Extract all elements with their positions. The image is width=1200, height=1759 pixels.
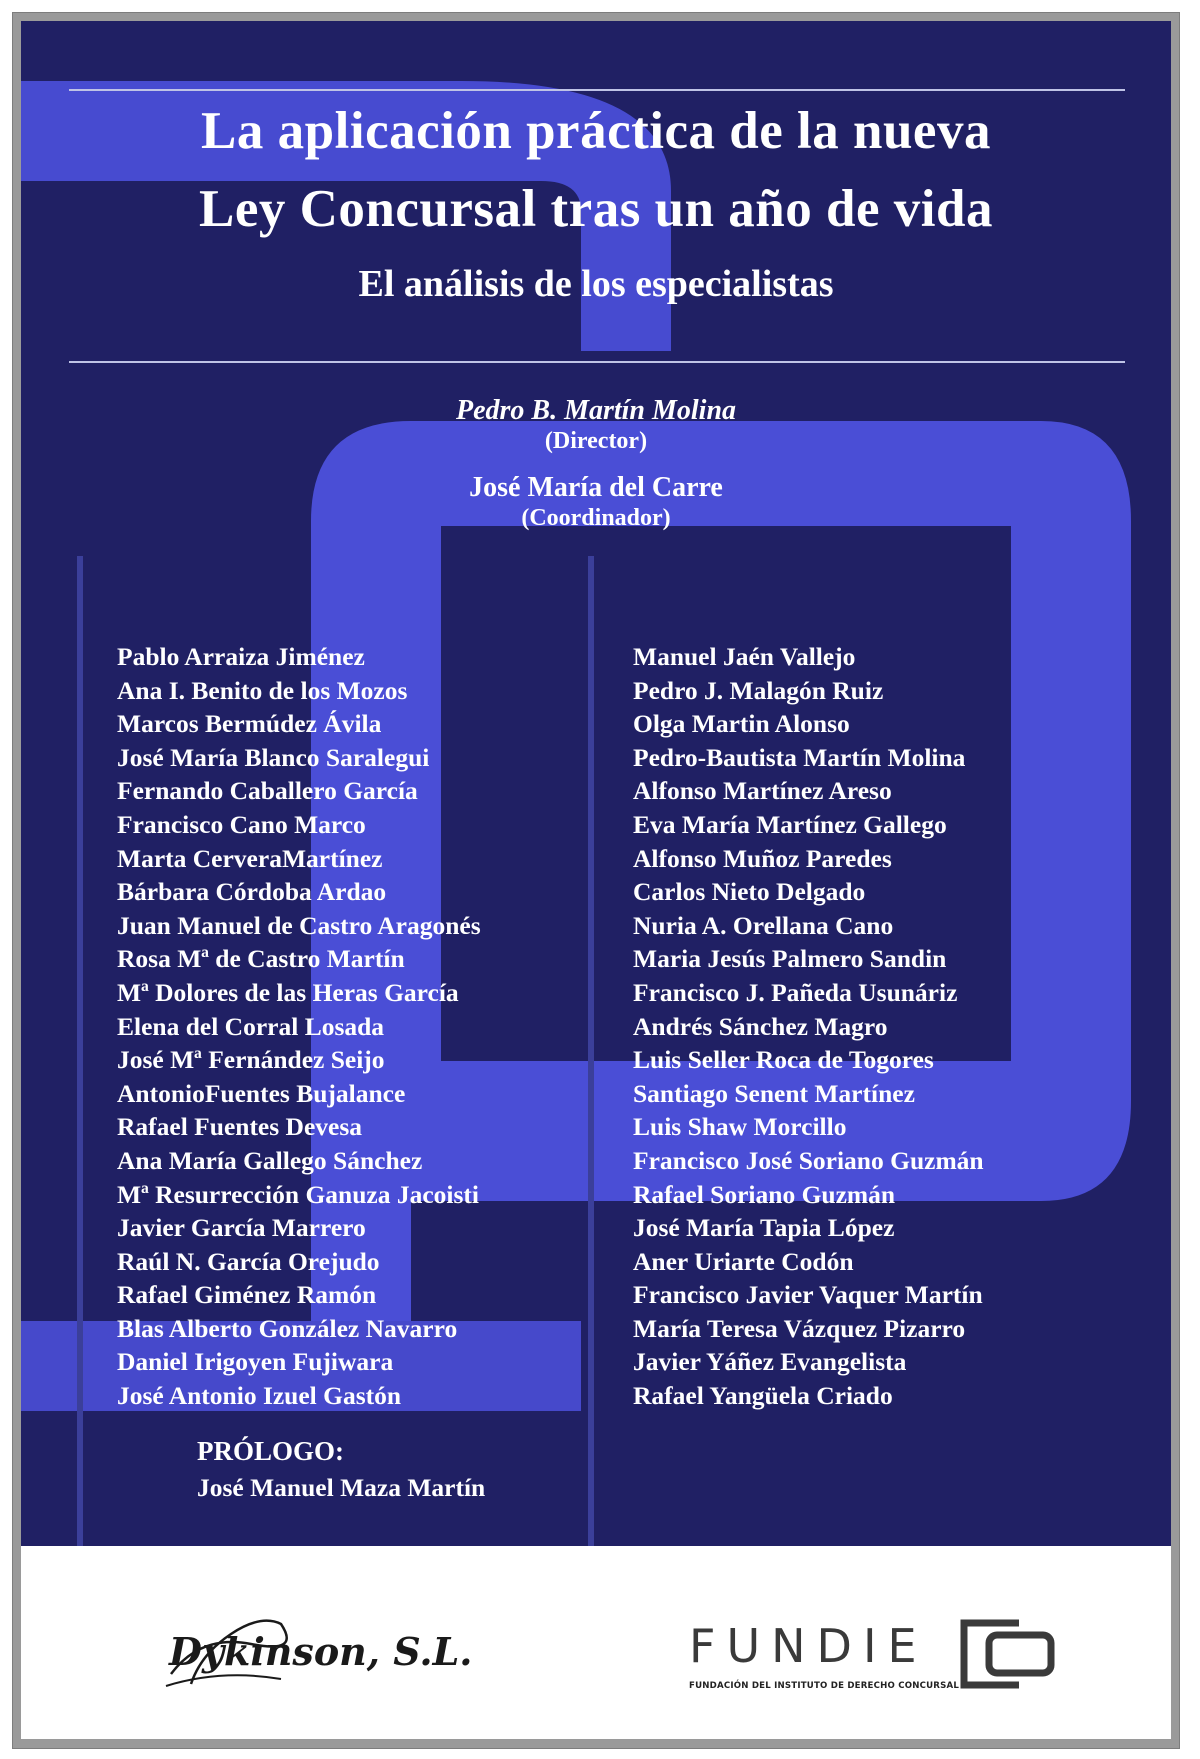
author-item: Rafael Soriano Guzmán bbox=[633, 1179, 896, 1209]
author-item: Rosa Mª de Castro Martín bbox=[117, 944, 405, 974]
author-item: Marcos Bermúdez Ávila bbox=[117, 709, 382, 739]
foundation-tagline: FUNDACIÓN DEL INSTITUTO DE DERECHO CONCURSAL bbox=[689, 1681, 960, 1691]
director-role: (Director) bbox=[544, 428, 648, 454]
author-item: Javier Yáñez Evangelista bbox=[633, 1347, 907, 1377]
book-cover bbox=[21, 21, 1171, 1739]
author-item: Pedro-Bautista Martín Molina bbox=[633, 742, 966, 772]
center-column-line bbox=[588, 556, 594, 1546]
author-item: María Teresa Vázquez Pizarro bbox=[633, 1313, 966, 1343]
author-item: Pedro J. Malagón Ruiz bbox=[633, 675, 884, 705]
author-item: Elena del Corral Losada bbox=[117, 1011, 385, 1041]
author-item: Andrés Sánchez Magro bbox=[633, 1011, 888, 1041]
cover-frame bbox=[12, 12, 1180, 1749]
prologue-author: José Manuel Maza Martín bbox=[197, 1473, 486, 1502]
author-item: AntonioFuentes Bujalance bbox=[117, 1078, 406, 1108]
author-item: José María Tapia López bbox=[633, 1213, 895, 1243]
author-item: Eva María Martínez Gallego bbox=[633, 809, 947, 839]
director-name: Pedro B. Martín Molina bbox=[455, 395, 737, 426]
author-item: José Mª Fernández Seijo bbox=[117, 1045, 385, 1075]
top-rule bbox=[69, 89, 1125, 91]
author-item: Francisco Cano Marco bbox=[117, 809, 366, 839]
author-item: Javier García Marrero bbox=[117, 1213, 366, 1243]
author-item: Raúl N. García Orejudo bbox=[117, 1246, 380, 1276]
author-item: Aner Uriarte Codón bbox=[633, 1246, 854, 1276]
coordinator-name: José María del Carre bbox=[469, 472, 723, 503]
author-item: Nuria A. Orellana Cano bbox=[633, 910, 894, 940]
coordinator-role: (Coordinador) bbox=[521, 505, 671, 531]
author-item: Francisco Javier Vaquer Martín bbox=[633, 1280, 983, 1310]
book-subtitle: El análisis de los especialistas bbox=[358, 263, 834, 305]
author-item: Mª Resurrección Ganuza Jacoisti bbox=[117, 1179, 479, 1209]
book-title-line-1: La aplicación práctica de la nueva bbox=[201, 102, 991, 160]
author-item: José Antonio Izuel Gastón bbox=[117, 1381, 402, 1411]
author-item: Rafael Yangüela Criado bbox=[633, 1381, 893, 1411]
author-item: Ana I. Benito de los Mozos bbox=[117, 675, 408, 705]
left-column-line bbox=[77, 556, 83, 1546]
author-item: Fernando Caballero García bbox=[117, 776, 418, 806]
author-item: Maria Jesús Palmero Sandin bbox=[633, 944, 947, 974]
author-item: Santiago Senent Martínez bbox=[633, 1078, 915, 1108]
author-item: Olga Martin Alonso bbox=[633, 709, 850, 739]
author-item: Alfonso Martínez Areso bbox=[633, 776, 892, 806]
author-item: Pablo Arraiza Jiménez bbox=[117, 642, 365, 671]
author-item: Blas Alberto González Navarro bbox=[117, 1313, 458, 1343]
middle-rule bbox=[69, 361, 1125, 363]
author-item: Rafael Giménez Ramón bbox=[117, 1280, 377, 1310]
author-item: Bárbara Córdoba Ardao bbox=[117, 877, 387, 907]
cover-dark-area bbox=[21, 21, 1171, 1546]
author-item: José María Blanco Saralegui bbox=[117, 742, 430, 772]
authors-right-list bbox=[633, 640, 984, 1413]
publisher-name: Dykinson, S.L. bbox=[169, 1629, 473, 1674]
author-item: Francisco José Soriano Guzmán bbox=[633, 1145, 984, 1175]
author-item: Luis Shaw Morcillo bbox=[633, 1112, 847, 1142]
foundation-name: FUNDIE bbox=[689, 1619, 928, 1673]
author-item: Daniel Irigoyen Fujiwara bbox=[117, 1347, 394, 1377]
author-item: Alfonso Muñoz Paredes bbox=[633, 843, 892, 873]
author-item: Juan Manuel de Castro Aragonés bbox=[117, 910, 481, 940]
author-item: Ana María Gallego Sánchez bbox=[117, 1145, 423, 1175]
author-item: Manuel Jaén Vallejo bbox=[633, 642, 856, 671]
author-item: Luis Seller Roca de Togores bbox=[633, 1045, 934, 1075]
authors-left-list bbox=[117, 640, 481, 1413]
author-item: Rafael Fuentes Devesa bbox=[117, 1112, 363, 1142]
prologue-label: PRÓLOGO: bbox=[197, 1436, 344, 1466]
book-title-line-2: Ley Concursal tras un año de vida bbox=[199, 180, 993, 238]
author-item: Marta CerveraMartínez bbox=[117, 843, 383, 873]
author-item: Francisco J. Pañeda Usunáriz bbox=[633, 977, 958, 1007]
author-item: Carlos Nieto Delgado bbox=[633, 877, 866, 907]
author-item: Mª Dolores de las Heras García bbox=[117, 977, 459, 1007]
